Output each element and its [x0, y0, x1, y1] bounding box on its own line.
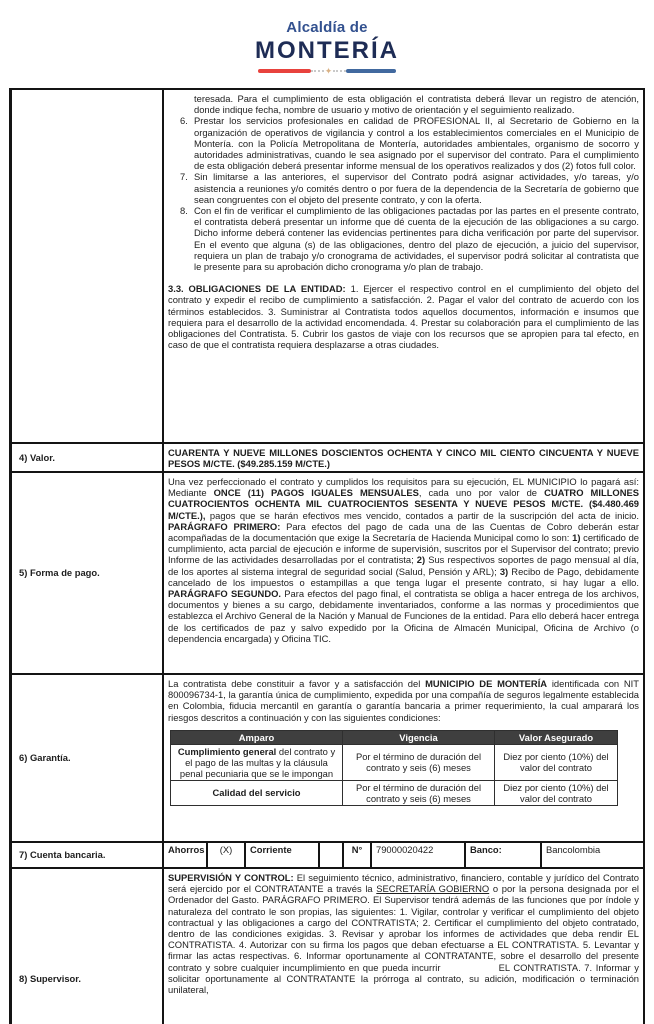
row-label: 5) Forma de pago. [19, 567, 100, 579]
cell-ahorros-label: Ahorros [164, 843, 208, 867]
cell-numero-value: 79000020422 [372, 843, 466, 867]
text-run: Una vez perfeccionado el contrato y cumplidos los requisitos para su ejecución, EL MUNICIPIO lo pagará así: Mediante [168, 476, 639, 499]
paragraph-supervisor [168, 872, 639, 995]
table-row-obligaciones [12, 90, 643, 442]
text-run: del contrato y el pago de las multas y la cláusula penal pecuniaria que se le impongan [179, 745, 336, 779]
obligaciones-content-cell [164, 90, 643, 442]
text-run-bold: PARÁGRAFO PRIMERO: [168, 520, 281, 532]
flag-blue-bar [346, 69, 396, 73]
text-run: Para efectos del pago final, el contratista se obliga a hacer entrega de los archivos, documentos y bienes a su cargo, debidamente inventariados, conforme a las normas y procedimientos que establezca el Archivo General de la Nación y Manual de Funciones de la entidad. Para ello deberá hacer entrega de los certificados de paz y salvo expedido por la Oficina de Almacén Municipal, Oficina de Archivo (o dependencia encargada) y Oficina TIC. [168, 588, 639, 644]
text-run-bold: PARÁGRAFO SEGUNDO. [168, 588, 281, 600]
text-run: Recibo de Pago, debidamente cancelado de los impuestos o estampillas a que tenga lugar el presente contrato, si hay lugar a ello. [168, 565, 639, 588]
text-run-bold: 1) [572, 532, 581, 544]
table-row-cuenta-bancaria [12, 841, 643, 867]
column-header-valor-asegurado: Valor Asegurado [495, 730, 618, 744]
text-run: identificada con NIT 800096734-1, la garantía única de cumplimiento, expedida por una compañía de seguros legalmente establecida en Colombia, fiducia mercantil en garantía o garantía bancaria a primer requerimiento, la cual amparará los riesgos descritos a continuación y con las siguientes condiciones: [168, 678, 639, 723]
cell-valor-asegurado: Diez por ciento (10%) del valor del contrato [495, 780, 618, 805]
text-run-bold: SUPERVISIÓN Y CONTROL: [168, 872, 294, 883]
text-run-bold: Cumplimiento general [177, 745, 277, 757]
cell-corriente-label: Corriente [246, 843, 320, 867]
text-run-bold: MUNICIPIO DE MONTERÍA [425, 678, 548, 689]
text-run-bold: Calidad del servicio [212, 787, 301, 799]
cuenta-bancaria-cells [164, 843, 643, 867]
table-row-garantia [12, 673, 643, 841]
garantia-header-row [171, 730, 618, 744]
list-item-text: Prestar los servicios profesionales en calidad de PROFESIONAL II, al Secretario de Gobierno en la organización de operativos de vigilancia y control a los establecimientos comerciales en el Municipio de Montería. con la Policía Metropolitana de Montería, autoridades ambientales, organismo de socorro y autoridades administrativas, cuando le sea asignado por el supervisor del contrato. Para el cumplimiento de esta obligación deberá presentar informe mensual de los operativos realizados y dos (2) fotos full color. [194, 115, 639, 172]
garantia-amparos-table [170, 730, 618, 806]
row-label: 6) Garantía. [19, 752, 71, 764]
paragraph-forma-pago [168, 476, 639, 644]
contract-table [9, 88, 645, 1024]
text-run: certificado de cumplimiento, acta parcial de ejecución e informe de supervisión, suscritos por el Supervisor del contrato; previo Informe de las actividades desarrolladas por el contratista; [168, 532, 639, 566]
row-label: 4) Valor. [19, 451, 55, 463]
cell-corriente-mark [320, 843, 344, 867]
table-row [171, 744, 618, 780]
list-number: 8. [180, 205, 188, 217]
cell-vigencia: Por el término de duración del contrato y seis (6) meses [343, 780, 495, 805]
list-number: 6. [180, 115, 188, 127]
text-run: El seguimiento técnico, administrativo, financiero, contable y jurídico del Contrato será ejercido por el CONTRATANTE a través la [168, 872, 639, 895]
valor-amount-text: CUARENTA Y NUEVE MILLONES DOSCIENTOS OCHENTA Y CINCO MIL CIENTO CINCUENTA Y NUEVE PESOS M/CTE. ($49.285.159 M/CTE.) [168, 447, 639, 470]
dotted-divider [311, 70, 324, 72]
cell-ahorros-mark: (X) [208, 843, 246, 867]
label-cell-empty [12, 90, 164, 442]
text-run: Sus respectivos soportes de pago mensual al día, de los aportes al sistema integral de seguridad social (Salud, Pensión y ARL); [168, 554, 639, 577]
flag-red-bar [258, 69, 311, 73]
entidad-heading: 3.3. OBLIGACIONES DE LA ENTIDAD: [168, 283, 346, 295]
row-label: 7) Cuenta bancaria. [19, 849, 106, 861]
text-run-bold: 2) [416, 554, 426, 566]
supervisor-content-cell [164, 869, 643, 1024]
forma-pago-content-cell [164, 473, 643, 673]
cell-vigencia: Por el término de duración del contrato y seis (6) meses [343, 744, 495, 780]
table-row-supervisor [12, 867, 643, 1024]
logo-flag-bar [258, 65, 396, 76]
cell-amparo [171, 744, 343, 780]
flag-dotted-line [311, 65, 346, 76]
label-cell-supervisor [12, 869, 164, 1024]
cell-valor-asegurado: Diez por ciento (10%) del valor del contrato [495, 744, 618, 780]
row-label: 8) Supervisor. [19, 973, 82, 985]
label-cell-forma-pago [12, 473, 164, 673]
star-icon: ✦ [324, 65, 333, 76]
logo-text-monteria: MONTERÍA [255, 36, 399, 64]
list-number: 7. [180, 171, 188, 183]
valor-content-cell [164, 444, 643, 471]
cell-banco-value: Bancolombia [546, 844, 601, 855]
text-run-bold: CUATRO MILLONES CUATROCIENTOS OCHENTA MIL CUATROCIENTOS SESENTA Y NUEVE PESOS M/CTE. ($4.480.469 M/CTE.), [168, 487, 639, 521]
list-item-text: Sin limitarse a las anteriores, el supervisor del Contrato podrá asignar actividades, y/o tareas, y/o asistencia a reuniones y/o comités dentro o por fuera de la dependencia de la Secretaría de gobierno que sean congruentes con el objeto del presente contrato, y con la oferta. [194, 171, 639, 205]
cell-numero-label: N° [344, 843, 372, 867]
monteria-logo [0, 20, 654, 74]
paragraph-continuation: teresada. Para el cumplimiento de esta obligación el contratista deberá llevar un registro de atención, donde indique fecha, nombre de usuario y motivo de orientación y el seguimiento realizado. [194, 93, 639, 116]
text-run: Para efectos del pago de cada una de las Cuentas de Cobro deberán estar acompañadas de la documentación que exige la Secretaría de Hacienda Municipal como lo son: [168, 520, 639, 544]
table-row [171, 780, 618, 805]
text-run: o por la persona designada por el Ordenador del Gasto. PARÁGRAFO PRIMERO. El Supervisor tendrá además de las funciones que por índole y naturaleza del contrato le son propias, las siguientes: 1. Vigilar, controlar y verificar el cumplimiento del objeto contractual y las obligaciones a cargo del CONTRATISTA; 2. Certificar el cumplimiento del objeto contratado, dentro de las condiciones exigidas. 3. Revisar y aprobar los informes de actividades que deba rendir EL CONTRATISTA. 4. Autorizar con su firma los pagos que deban efectuarse a EL CONTRATISTA. 5. Levantar y firmar las actas respectivas. 6. Informar oportunamente al CONTRATANTE, sobre el desarrollo del presente contrato y sobre cualquier incumplimiento en que pueda incurrir EL CONTRATISTA. 7. Informar y solicitar oportunamente al CONTRATANTE la prórroga al contrato, su adición, modificación o terminación unilateral, [168, 883, 639, 996]
logo-text-alcaldia: Alcaldía de [286, 19, 368, 36]
text-run-bold: ONCE (11) PAGOS IGUALES MENSUALES [213, 487, 419, 499]
column-header-vigencia: Vigencia [343, 730, 495, 744]
cell-banco-label: Banco: [466, 843, 542, 867]
cell-amparo [171, 780, 343, 805]
table-row-valor [12, 442, 643, 471]
paragraph-obligaciones-entidad [168, 283, 639, 350]
column-header-amparo: Amparo [171, 730, 343, 744]
list-item [168, 205, 639, 272]
garantia-content-cell [164, 675, 643, 841]
text-run-bold: 3) [499, 565, 509, 577]
label-cell-cuenta-bancaria [12, 843, 164, 867]
list-item [168, 171, 639, 205]
text-run-underline: SECRETARÍA GOBIERNO [376, 883, 490, 895]
dotted-divider [333, 70, 346, 72]
label-cell-garantia [12, 675, 164, 841]
table-row-forma-pago [12, 471, 643, 673]
label-cell-valor [12, 444, 164, 471]
text-run: La contratista debe constituir a favor y a satisfacción del [168, 678, 426, 689]
list-item [168, 115, 639, 171]
list-item-text: Con el fin de verificar el cumplimiento de las obligaciones pactadas por las partes en el presente contrato, el contratista deberá presentar un informe que dé cuenta de la ejecución de las obligaciones a su cargo. Dicho informe deberá contener las evidencias pertinentes para dicha verificación por parte del supervisor. En el evento que alguna (s) de las obligaciones, dentro del plazo de ejecución, a juicio del supervisor, requiera un plan de trabajo y/o cronograma de actividades, el supervisor podrá solicitar al contratista que le presente para su aprobación dicho cronograma y/o plan de trabajo. [194, 205, 639, 273]
paragraph-garantia [168, 678, 639, 723]
text-run: , cada uno por valor de [418, 487, 545, 499]
entidad-body: 1. Ejercer el respectivo control en el cumplimiento del objeto del contrato y expedir el recibo de cumplimiento a satisfacción. 2. Pagar el valor del contrato de acuerdo con los términos establecidos. 3. Suministrar al Contratista todos aquellos documentos, información e insumos que requiera para el desarrollo de la actividad encomendada. 4. Prestar su colaboración para el cumplimiento de las obligaciones del Contratista. 5. Cubrir los gastos de viaje con los recursos que se apropien para tal efecto, en caso de que el contratista requiera desplazarse a otras ciudades. [168, 283, 639, 351]
text-run: pagos que se harán efectivos mes vencido, contados a partir de la suscripción del acta de inicio. [205, 509, 639, 521]
